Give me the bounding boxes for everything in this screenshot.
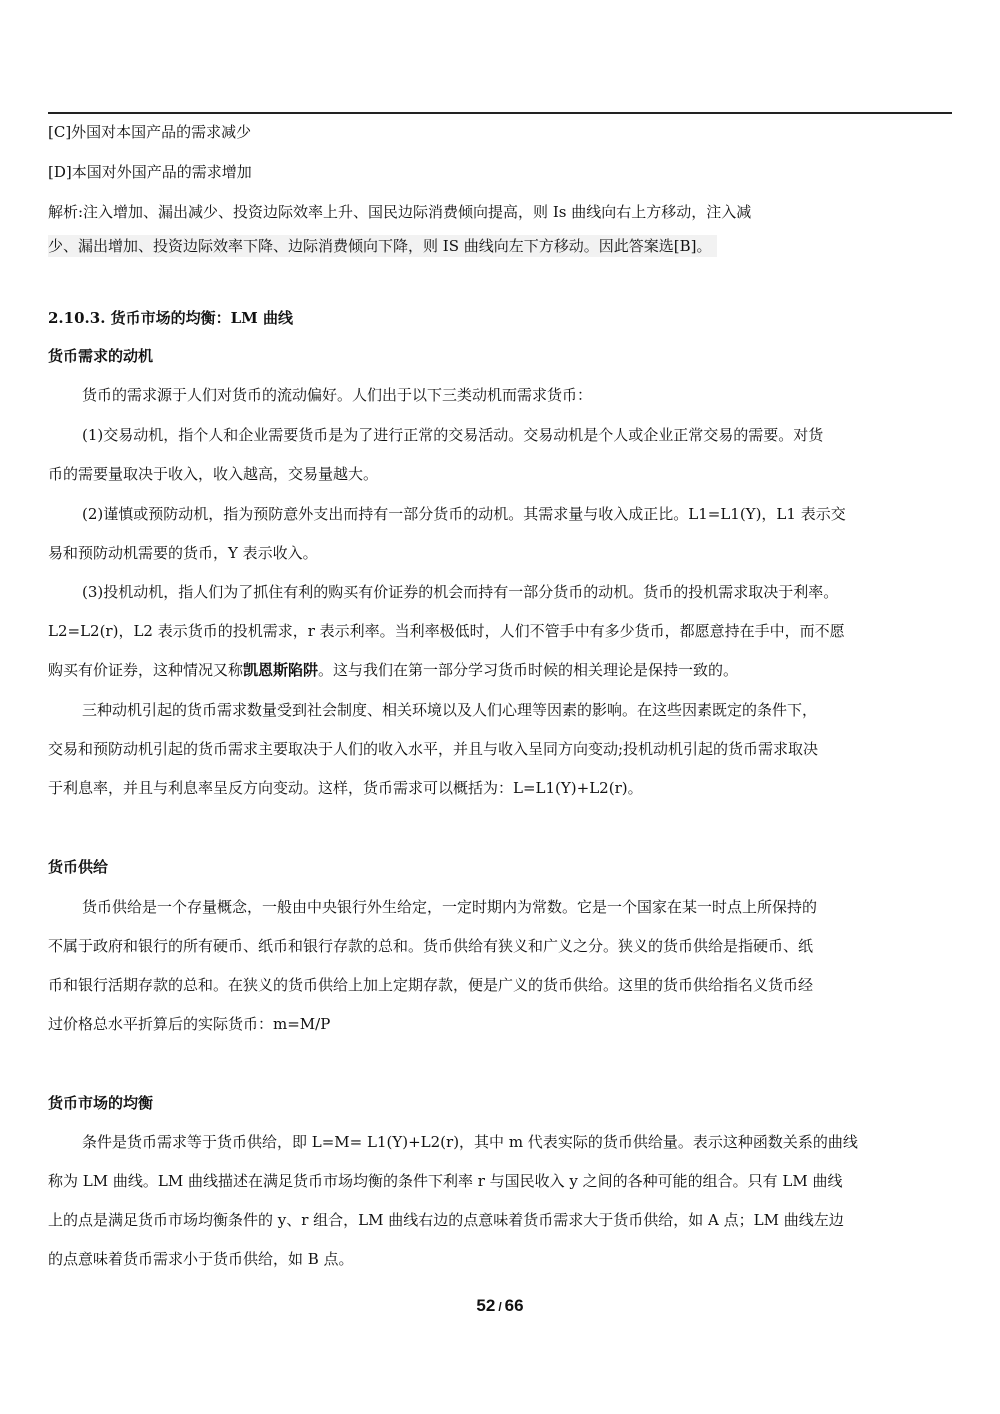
equilibrium-line-2: 称为 LM 曲线。LM 曲线描述在满足货币市场均衡的条件下利率 r 与国民收入 y 之间的各种可能的组合。只有 LM 曲线 — [48, 1172, 843, 1190]
section-title: 2.10.3. 货币市场的均衡：LM 曲线 — [48, 309, 294, 327]
demand-p1-line-1: (1)交易动机，指个人和企业需要货币是为了进行正常的交易活动。交易动机是个人或企业正常交易的需要。对货 — [82, 426, 824, 444]
supply-line-2: 不属于政府和银行的所有硬币、纸币和银行存款的总和。货币供给有狭义和广义之分。狭义的货币供给是指硬币、纸 — [48, 937, 814, 955]
demand-p2-line-1: (2)谨慎或预防动机，指为预防意外支出而持有一部分货币的动机。其需求量与收入成正比。L1=L1(Y)，L1 表示交 — [82, 505, 846, 523]
demand-p3-line-2: L2=L2(r)，L2 表示货币的投机需求，r 表示利率。当利率极低时，人们不管手中有多少货币，都愿意持在手中，而不愿 — [48, 622, 845, 640]
total-pages: 66 — [504, 1296, 524, 1315]
demand-heading: 货币需求的动机 — [48, 347, 154, 365]
demand-p4-line-3: 于利息率，并且与利息率呈反方向变动。这样，货币需求可以概括为：L=L1(Y)+L2(r)。 — [48, 779, 643, 797]
equilibrium-heading: 货币市场的均衡 — [48, 1094, 154, 1112]
supply-heading: 货币供给 — [48, 858, 109, 876]
demand-intro: 货币的需求源于人们对货币的流动偏好。人们出于以下三类动机而需求货币： — [82, 386, 593, 404]
p3-line-3-post: 。这与我们在第一部分学习货币时候的相关理论是保持一致的。 — [318, 661, 739, 679]
equilibrium-line-3: 上的点是满足货币市场均衡条件的 y、r 组合，LM 曲线右边的点意味着货币需求大于货币供给，如 A 点；LM 曲线左边 — [48, 1211, 844, 1229]
demand-p3-line-1: (3)投机动机，指人们为了抓住有利的购买有价证券的机会而持有一部分货币的动机。货币的投机需求取决于利率。 — [82, 583, 839, 601]
keynes-trap-term: 凯恩斯陷阱 — [243, 661, 319, 679]
equilibrium-line-1: 条件是货币需求等于货币供给，即 L=M= L1(Y)+L2(r)，其中 m 代表实际的货币供给量。表示这种函数关系的曲线 — [82, 1133, 858, 1151]
header-rule — [48, 112, 952, 114]
supply-line-3: 币和银行活期存款的总和。在狭义的货币供给上加上定期存款，便是广义的货币供给。这里的货币供给指名义货币经 — [48, 976, 814, 994]
option-d: [D]本国对外国产品的需求增加 — [48, 163, 252, 181]
demand-p4-line-1: 三种动机引起的货币需求数量受到社会制度、相关环境以及人们心理等因素的影响。在这些因素既定的条件下， — [82, 701, 818, 719]
demand-p3-line-3 — [48, 659, 738, 681]
option-c: [C]外国对本国产品的需求减少 — [48, 123, 252, 141]
page-separator: / — [498, 1300, 502, 1314]
analysis-line-1: 解析:注入增加、漏出减少、投资边际效率上升、国民边际消费倾向提高，则 Is 曲线向右上方移动，注入减 — [48, 203, 752, 221]
supply-line-4: 过价格总水平折算后的实际货币：m=M/P — [48, 1015, 331, 1033]
current-page: 52 — [476, 1296, 496, 1315]
equilibrium-line-4: 的点意味着货币需求小于货币供给，如 B 点。 — [48, 1250, 354, 1268]
demand-p2-line-2: 易和预防动机需要的货币，Y 表示收入。 — [48, 544, 318, 562]
p3-line-3-pre: 购买有价证券，这种情况又称 — [48, 661, 244, 679]
supply-line-1: 货币供给是一个存量概念，一般由中央银行外生给定，一定时期内为常数。它是一个国家在某一时点上所保持的 — [82, 898, 818, 916]
page-number — [0, 1296, 1000, 1316]
demand-p4-line-2: 交易和预防动机引起的货币需求主要取决于人们的收入水平，并且与收入呈同方向变动;投机动机引起的货币需求取决 — [48, 740, 819, 758]
demand-p1-line-2: 币的需要量取决于收入，收入越高，交易量越大。 — [48, 465, 379, 483]
analysis-line-2: 少、漏出增加、投资边际效率下降、边际消费倾向下降，则 IS 曲线向左下方移动。因此答案选[B]。 — [48, 235, 717, 257]
